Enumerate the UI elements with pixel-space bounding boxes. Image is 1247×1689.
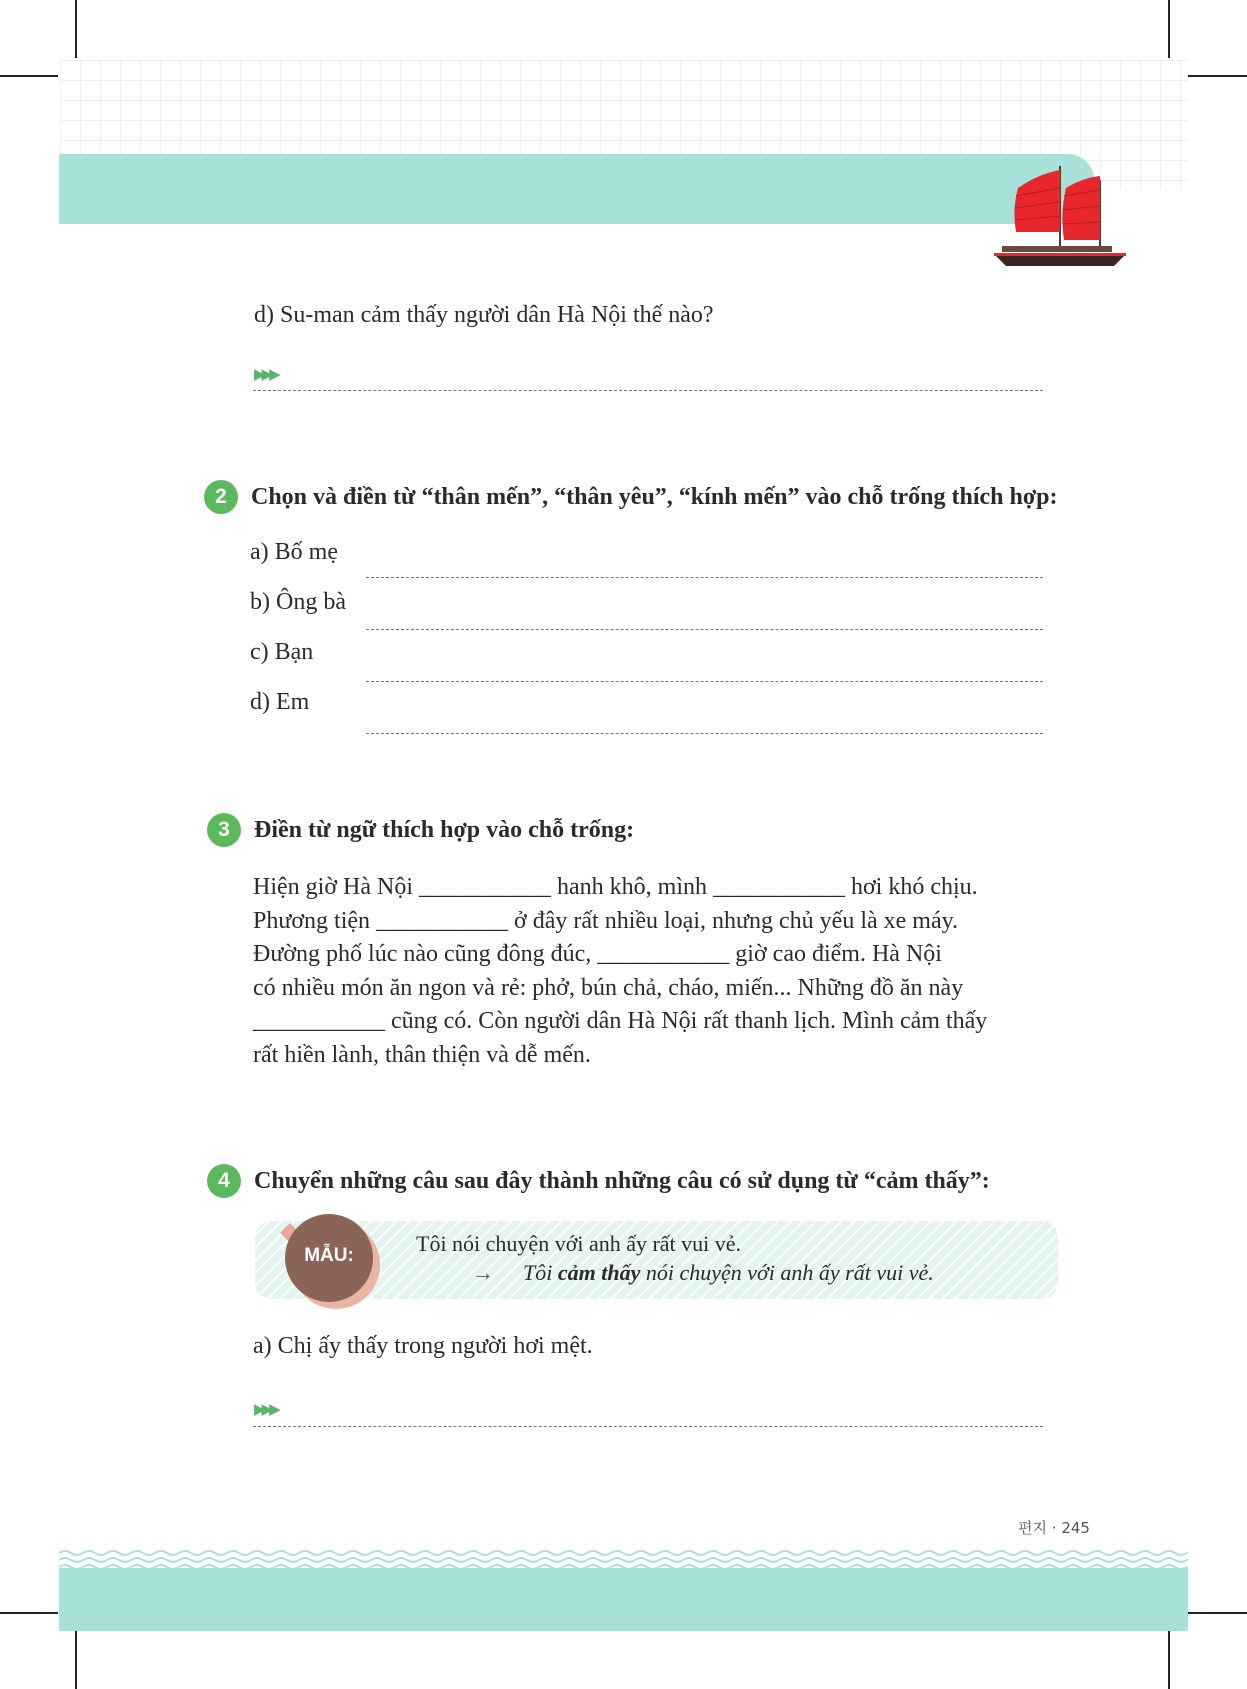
question-number-badge: 4 (207, 1164, 241, 1198)
q3-prompt: Điền từ ngữ thích hợp vào chỗ trống: (254, 817, 635, 843)
q3-line: Đường phố lúc nào cũng đông đúc, ___________ giờ cao điểm. Hà Nội (253, 941, 942, 967)
sample-answer-keyword: cảm thấy (557, 1260, 641, 1285)
boat-icon (990, 160, 1130, 270)
q2-item-c: c) Bạn (250, 639, 314, 665)
answer-line[interactable] (253, 1426, 1043, 1427)
q3-line: có nhiều món ăn ngon và rẻ: phở, bún chả, cháo, miến... Những đồ ăn này (253, 974, 964, 1001)
answer-arrow-icon: ▶▶▶ (254, 365, 277, 383)
q2-item-a: a) Bố mẹ (250, 539, 338, 565)
q3-line: Hiện giờ Hà Nội ___________ hanh khô, mình ___________ hơi khó chịu. (253, 874, 978, 900)
sample-answer-end: nói chuyện với anh ấy rất vui vẻ. (640, 1260, 934, 1285)
sample-label: MẪU: (285, 1214, 373, 1302)
q4-prompt: Chuyển những câu sau đây thành những câu có sử dụng từ “cảm thấy”: (254, 1168, 990, 1194)
answer-line[interactable] (366, 577, 1043, 578)
crop-mark (75, 0, 77, 58)
question-number-badge: 3 (207, 813, 241, 847)
crop-mark (0, 75, 58, 77)
wave-decoration (59, 1548, 1188, 1570)
sample-answer (472, 1260, 934, 1286)
crop-mark (1168, 1631, 1170, 1689)
chapter-label: 편지 (1018, 1519, 1047, 1537)
answer-line[interactable] (253, 390, 1043, 391)
q2-item-d: d) Em (250, 689, 310, 715)
q1d-question: d) Su-man cảm thấy người dân Hà Nội thế nào? (254, 302, 714, 328)
q4-item-a: a) Chị ấy thấy trong người hơi mệt. (253, 1333, 593, 1359)
page-footer (1018, 1517, 1090, 1538)
arrow-icon: → (472, 1260, 494, 1285)
crop-mark (1188, 75, 1247, 77)
crop-mark (75, 1631, 77, 1689)
q3-paragraph (253, 871, 1073, 1072)
q2-prompt: Chọn và điền từ “thân mến”, “thân yêu”, “kính mến” vào chỗ trống thích hợp: (251, 484, 1058, 510)
q3-line: rất hiền lành, thân thiện và dễ mến. (253, 1041, 591, 1068)
answer-line[interactable] (366, 629, 1043, 630)
q2-item-b: b) Ông bà (250, 589, 346, 615)
q3-line: ___________ cũng có. Còn người dân Hà Nội rất thanh lịch. Mình cảm thấy (253, 1008, 988, 1034)
crop-mark (0, 1612, 58, 1614)
separator: · (1051, 1519, 1057, 1537)
crop-mark (1188, 1612, 1247, 1614)
sample-answer-start: Tôi (523, 1260, 558, 1285)
sample-sentence: Tôi nói chuyện với anh ấy rất vui vẻ. (416, 1231, 742, 1256)
header-band (59, 154, 1094, 224)
answer-line[interactable] (366, 681, 1043, 682)
answer-line[interactable] (366, 733, 1043, 734)
page-number: 245 (1061, 1519, 1090, 1537)
question-number-badge: 2 (204, 480, 238, 514)
q3-line: Phương tiện ___________ ở đây rất nhiều loại, nhưng chủ yếu là xe máy. (253, 907, 959, 934)
footer-band (59, 1568, 1188, 1631)
crop-mark (1168, 0, 1170, 58)
answer-arrow-icon: ▶▶▶ (254, 1400, 277, 1418)
